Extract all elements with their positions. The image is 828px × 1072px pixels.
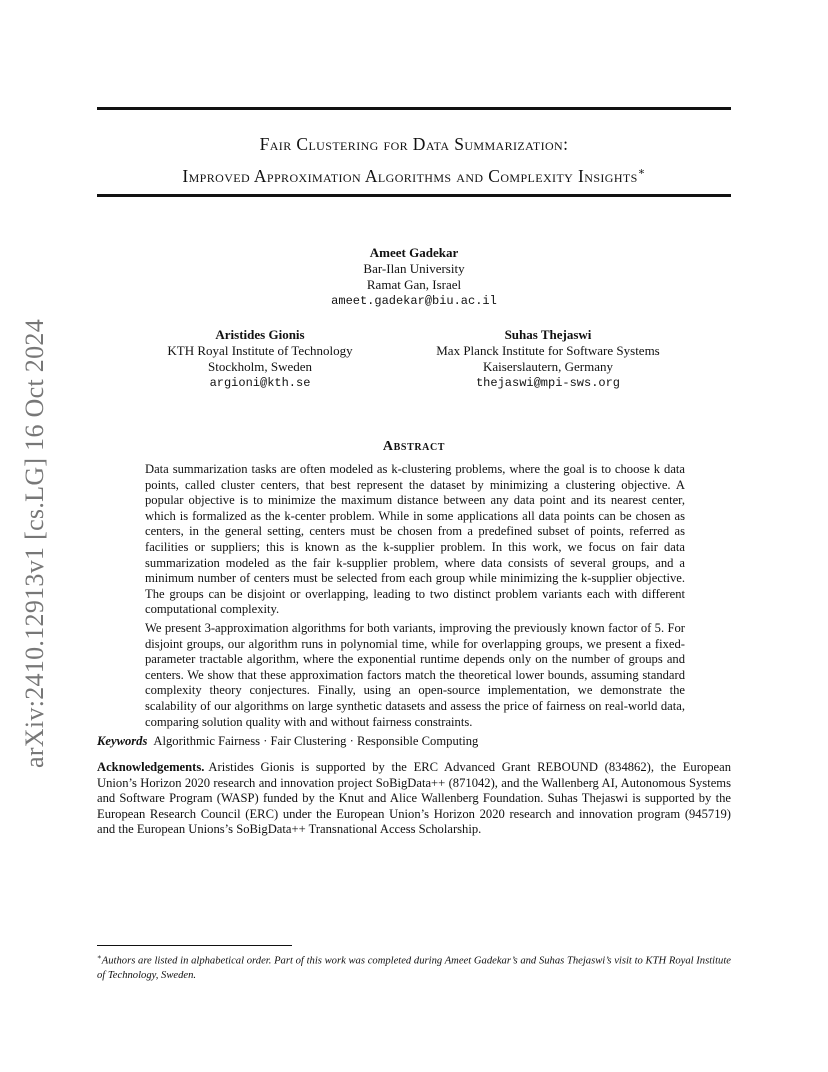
title-rule-bottom (97, 194, 731, 197)
acknowledgements (97, 760, 731, 838)
author-affiliation: Max Planck Institute for Software Systems (436, 343, 660, 358)
acknowledgements-label: Acknowledgements. (97, 760, 205, 774)
abstract-body (145, 462, 685, 733)
author-name: Suhas Thejaswi (504, 327, 592, 342)
title-line-1: Fair Clustering for Data Summarization: (259, 134, 569, 154)
author-location: Stockholm, Sweden (208, 359, 312, 374)
keywords-text: Algorithmic Fairness · Fair Clustering · Responsible Computing (153, 734, 479, 748)
footnote-rule (97, 945, 292, 946)
author-email: thejaswi@mpi-sws.org (475, 376, 621, 390)
author-location: Kaiserslautern, Germany (483, 359, 613, 374)
author-block-gadekar (264, 245, 564, 309)
author-block-gionis (110, 327, 410, 391)
author-block-thejaswi (398, 327, 698, 391)
title-line-2-text: Improved Approximation Algorithms and Complexity Insights (182, 165, 638, 186)
title-line-2 (97, 158, 731, 190)
author-name: Ameet Gadekar (369, 245, 459, 260)
abstract-heading: Abstract (382, 439, 446, 454)
author-affiliation: Bar-Ilan University (363, 261, 465, 276)
footnote-mark: ∗ (97, 953, 102, 961)
title-footnote-mark: ∗ (637, 166, 646, 178)
author-email: ameet.gadekar@biu.ac.il (331, 294, 497, 308)
footnote-text: Authors are listed in alphabetical order. Part of this work was completed during Ameet Gadekar’s and Suhas Thejaswi’s visit to KTH Royal Institute of Technology, Sweden. (97, 955, 731, 981)
title-rule-top (97, 107, 731, 110)
author-affiliation: KTH Royal Institute of Technology (167, 343, 353, 358)
abstract-paragraph-2: We present 3-approximation algorithms for both variants, improving the previously known factor of 5. For disjoint groups, our algorithm runs in polynomial time, while for overlapping groups, we present a fixed-parameter tractable algorithm, where the exponential runtime depends only on the number of groups and centers. We show that these approximation factors match the theoretical lower bounds, assuming standard complexity theory conjectures. Finally, using an open-source implementation, we demonstrate the scalability of our algorithms on large synthetic datasets and assess the price of fairness on real-world data, comparing solution quality with and without fairness constraints. (145, 620, 685, 729)
footnote (97, 950, 731, 983)
author-email: argioni@kth.se (209, 376, 311, 390)
paper-title (97, 130, 731, 190)
abstract-paragraph-1: Data summarization tasks are often modeled as k-clustering problems, where the goal is to choose k data points, called cluster centers, that best represent the dataset by minimizing a clustering objective. A popular objective is to minimize the maximum distance between any data point and its nearest center, which is formalized as the k-center problem. While in some applications all data points can be chosen as centers, in the general setting, centers must be chosen from a predefined subset of points, referred as facilities or suppliers; this is known as the k-supplier problem. In this work, we focus on fair data summarization modeled as the fair k-supplier problem, where data consists of several groups, and a minimum number of centers must be selected from each group while minimizing the k-supplier objective. The groups can be disjoint or overlapping, leading to two distinct problem variants each with different computational complexity. (145, 462, 685, 617)
author-name: Aristides Gionis (215, 327, 305, 342)
acknowledgements-text: Aristides Gionis is supported by the ERC Advanced Grant REBOUND (834862), the European Union’s Horizon 2020 research and innovation project SoBigData++ (871042), and the Wallenberg AI, Autonomous Systems and Software Program (WASP) funded by the Knut and Alice Wallenberg Foundation. Suhas Thejaswi is supported by the European Research Council (ERC) under the European Union’s Horizon 2020 research and innovation program (945719) and the European Unions’s SoBigData++ Transnational Access Scholarship. (97, 760, 731, 837)
keywords-label: Keywords (97, 734, 148, 748)
author-location: Ramat Gan, Israel (366, 277, 462, 292)
keywords-line (97, 733, 731, 749)
arxiv-identifier: arXiv:2410.12913v1 [cs.LG] 16 Oct 2024 (20, 319, 49, 768)
